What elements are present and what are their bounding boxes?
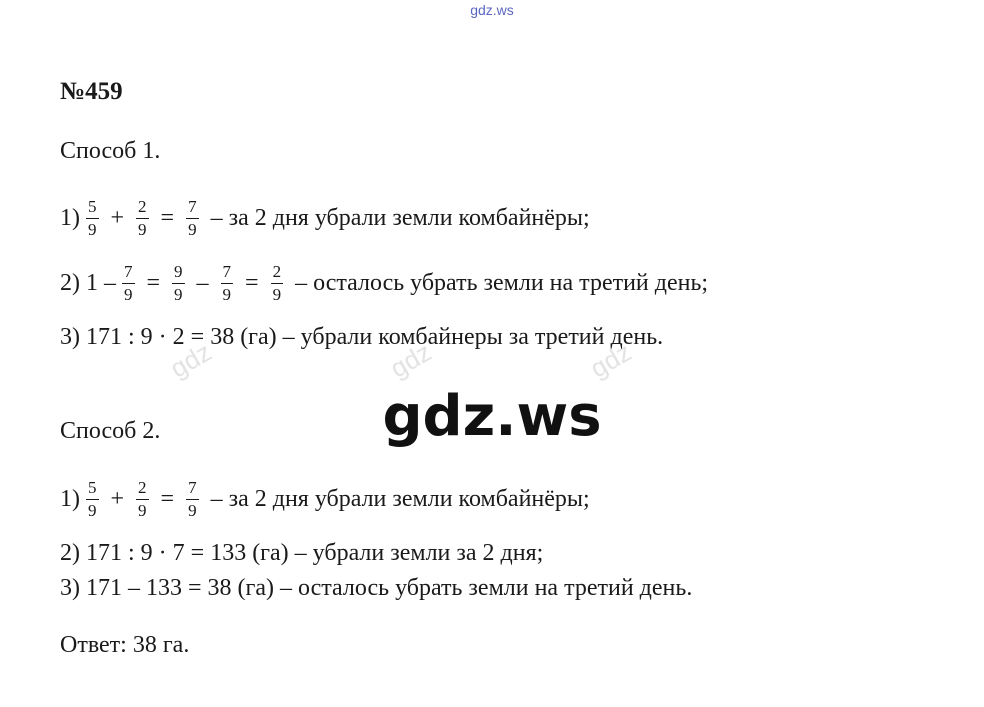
- step-index: 1): [60, 485, 80, 512]
- step-text: – осталось убрать земли на третий день;: [295, 269, 709, 296]
- fraction: $\frac{7}{9}$: [188, 477, 197, 520]
- step-text: – за 2 дня убрали земли комбайнёры;: [210, 485, 590, 512]
- step-text: – за 2 дня убрали земли комбайнёры;: [210, 204, 590, 231]
- method2-step3: 3) 171 – 133 = 38 (га) – осталось убрать земли на третий день.: [60, 575, 693, 601]
- operator: +: [110, 204, 125, 231]
- operator: =: [245, 269, 259, 296]
- fraction: $\frac{5}{9}$: [88, 196, 97, 239]
- fraction: $\frac{7}{9}$: [124, 261, 133, 304]
- operator: –: [196, 269, 209, 296]
- operator: +: [110, 485, 125, 512]
- problem-number: №459: [60, 78, 123, 105]
- fraction: $\frac{2}{9}$: [138, 477, 147, 520]
- method2-title: Способ 2.: [60, 418, 161, 444]
- fraction: $\frac{2}{9}$: [272, 261, 282, 304]
- center-watermark: gdz.ws: [382, 384, 602, 449]
- answer: Ответ: 38 га.: [60, 632, 190, 658]
- method1-title: Способ 1.: [60, 138, 161, 164]
- top-watermark: gdz.ws: [470, 2, 514, 18]
- fraction: $\frac{9}{9}$: [174, 261, 183, 304]
- method1-step3: 3) 171 : 9 · 2 = 38 (га) – убрали комбайнеры за третий день.: [60, 324, 664, 350]
- faint-watermark: gdz: [585, 336, 637, 384]
- faint-watermark: gdz: [165, 336, 217, 384]
- step-index: 2) 1 –: [60, 269, 116, 296]
- method1-step2: [60, 255, 708, 311]
- fraction: $\frac{7}{9}$: [222, 261, 232, 304]
- fraction: $\frac{5}{9}$: [88, 477, 97, 520]
- operator: =: [160, 485, 175, 512]
- fraction: $\frac{7}{9}$: [188, 196, 197, 239]
- operator: =: [160, 204, 175, 231]
- fraction: $\frac{2}{9}$: [138, 196, 147, 239]
- method2-step1: [60, 471, 590, 527]
- faint-watermark: gdz: [385, 336, 437, 384]
- step-index: 1): [60, 204, 80, 231]
- method2-step2: 2) 171 : 9 · 7 = 133 (га) – убрали земли за 2 дня;: [60, 540, 544, 566]
- operator: =: [146, 269, 161, 296]
- method1-step1: [60, 190, 590, 246]
